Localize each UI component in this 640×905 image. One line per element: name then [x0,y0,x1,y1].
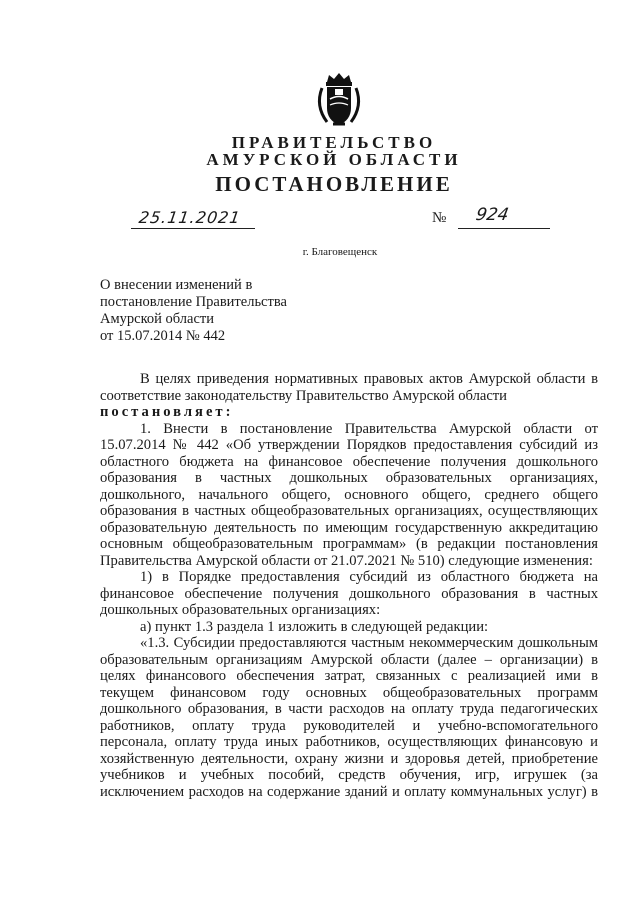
subject-line: от 15.07.2014 № 442 [100,328,226,344]
body-line: образования в частных дошкольных образовательных организациях, [100,470,598,486]
document-date: 25.11.2021 [137,208,243,227]
subject-block [100,277,360,345]
date-underline [131,228,255,229]
body-line: учебников и учебных пособий, средств обучения, игр, игрушек (за [100,767,598,783]
subject-line: постановление Правительства [100,294,287,310]
body-line: дошкольных образовательных организациях: [100,602,381,618]
body-line: финансовое обеспечение получения дошкольного образования в частных [100,585,598,602]
body-line: дошкольного, начального общего, основного общего, среднего общего [100,486,598,503]
body-line: 1) в Порядке предоставления субсидий из областного бюджета на [140,569,598,585]
body-line: работников, оплату труда руководителей и учебно-вспомогательного [100,717,598,734]
body-line: хозяйственную деятельности, охрану жизни и здоровья детей, приобретение [100,750,598,767]
body-line: текущем финансовом году основных общеобразовательных программ [100,684,598,701]
body-line: а) пункт 1.3 раздела 1 изложить в следующей редакции: [140,618,489,635]
body-line: образовательную деятельность по имеющим государственную аккредитацию [100,519,598,536]
body-line: 1. Внести в постановление Правительства Амурской области от [140,420,598,437]
city-name: г. Благовещенск [302,246,378,258]
body-line: соответствие законодательству Правительство Амурской области [100,387,507,404]
document-number: 924 [474,205,511,225]
body-line: целях финансового обеспечения затрат, связанных с реализацией ими в [100,668,598,684]
body-line: образования в частных общеобразовательных организациях, осуществляющих [100,503,598,519]
subject-line: Амурской области [100,311,214,327]
coat-of-arms-emblem [313,72,365,130]
number-label: № [432,210,447,226]
body-line: основным общеобразовательным программам» (в редакции постановления [100,536,598,552]
body-line: персонала, оплату труда иных работников, осуществляющих финансовую и [100,734,598,750]
government-title-line2: АМУРСКОЙ ОБЛАСТИ [206,150,462,169]
body-line: исключением расходов на содержание зданий и оплату коммунальных услуг) в [100,783,598,800]
body-line: дошкольного образования, в части расходов на оплату труда педагогических [100,701,598,717]
body-line: В целях приведения нормативных правовых актов Амурской области в [140,371,598,387]
body-line-resolves: постановляет: [100,404,234,420]
number-underline [458,228,550,229]
body-line: образовательным организациям Амурской области (далее – организации) в [100,651,598,668]
body-line: Правительства Амурской области от 21.07.2021 № 510) следующие изменения: [100,552,593,569]
body-line: «1.3. Субсидии предоставляются частным некоммерческим дошкольным [140,635,598,651]
body-line: 15.07.2014 № 442 «Об утверждении Порядков предоставления субсидий из [100,437,598,453]
subject-line: О внесении изменений в [100,277,253,293]
body-line: областного бюджета на финансовое обеспечение получения дошкольного [100,453,598,470]
government-title-line1: ПРАВИТЕЛЬСТВО [231,133,437,152]
document-body [100,371,598,800]
document-type-title: ПОСТАНОВЛЕНИЕ [215,172,453,196]
